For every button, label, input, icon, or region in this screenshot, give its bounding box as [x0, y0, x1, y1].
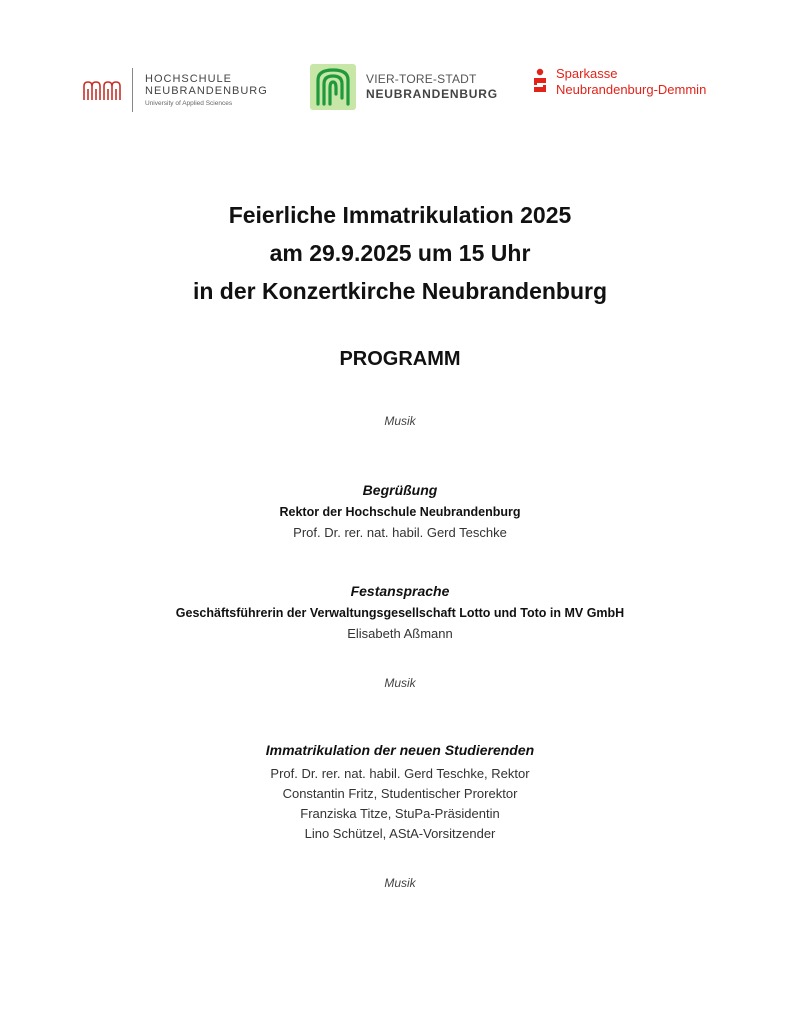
- hochschule-logo: [82, 68, 268, 112]
- greeting-name: Prof. Dr. rer. nat. habil. Gerd Teschke: [293, 525, 507, 540]
- headline-line2: am 29.9.2025 um 15 Uhr: [269, 240, 531, 266]
- stadt-name-line2: NEUBRANDENBURG: [366, 87, 498, 101]
- matriculation-person: Constantin Fritz, Studentischer Prorektor: [282, 786, 518, 801]
- greeting-title: Begrüßung: [362, 482, 438, 498]
- hochschule-name-line1: HOCHSCHULE: [145, 73, 233, 86]
- music-item: Musik: [384, 676, 416, 690]
- event-headline: [0, 196, 800, 310]
- matriculation-person: Lino Schützel, AStA-Vorsitzender: [304, 826, 496, 841]
- headline-line3: in der Konzertkirche Neubrandenburg: [192, 278, 608, 304]
- music-item: Musik: [384, 876, 416, 890]
- matriculation-person: Franziska Titze, StuPa-Präsidentin: [300, 806, 500, 821]
- sparkasse-name-line2: Neubrandenburg-Demmin: [556, 82, 707, 98]
- sparkasse-name-line1: Sparkasse: [556, 66, 618, 81]
- matriculation-title: Immatrikulation der neuen Studierenden: [265, 742, 535, 758]
- music-item: Musik: [384, 414, 416, 428]
- logo-divider: [132, 68, 133, 112]
- program-title: PROGRAMM: [339, 348, 461, 370]
- stadt-emblem-icon: [310, 64, 356, 110]
- matriculation-person: Prof. Dr. rer. nat. habil. Gerd Teschke, Rektor: [270, 766, 530, 781]
- speech-role: Geschäftsführerin der Verwaltungsgesellschaft Lotto und Toto in MV GmbH: [175, 606, 625, 620]
- hochschule-emblem-icon: [82, 79, 122, 101]
- hochschule-name-line2: NEUBRANDENBURG: [145, 85, 268, 98]
- speech-name: Elisabeth Aßmann: [347, 626, 453, 641]
- logo-bar: [0, 60, 800, 120]
- greeting-role: Rektor der Hochschule Neubrandenburg: [279, 505, 521, 519]
- sparkasse-s-icon: [530, 68, 550, 94]
- hochschule-tagline: University of Applied Sciences: [145, 99, 233, 107]
- stadt-name-line1: VIER-TORE-STADT: [366, 72, 477, 86]
- sparkasse-logo: [530, 66, 706, 99]
- stadt-logo: [310, 64, 498, 110]
- speech-title: Festansprache: [350, 583, 450, 599]
- headline-line1: Feierliche Immatrikulation 2025: [228, 202, 572, 228]
